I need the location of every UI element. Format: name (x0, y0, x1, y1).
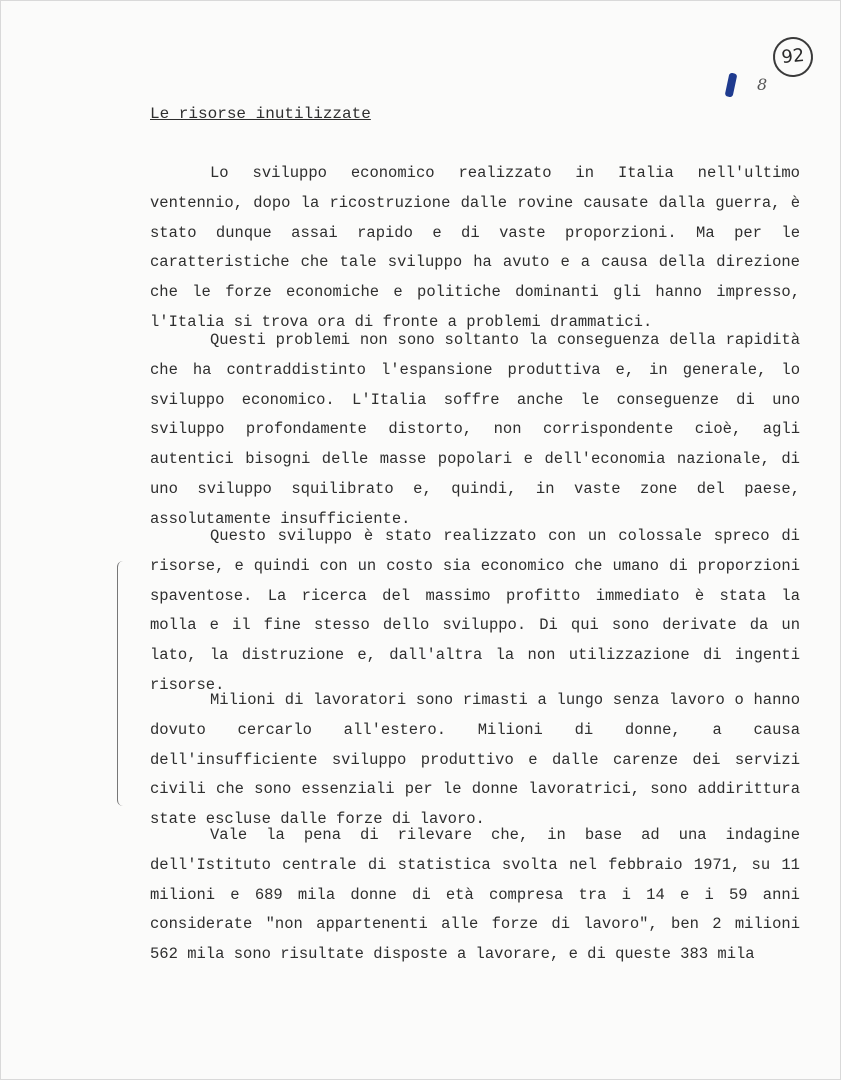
margin-bracket-mark (117, 561, 128, 806)
section-title: Le risorse inutilizzate (150, 105, 371, 123)
pencil-annotation: 8 (757, 75, 768, 94)
paragraph: Questi problemi non sono soltanto la conseguenza della rapidità che ha contraddistinto l'espansione produttiva e, in generale, lo sviluppo economico. L'Italia soffre anche le conseguenze di uno sviluppo profondamente distorto, non corrispondente cioè, agli autentici bisogni delle masse popolari e dell'economia nazionale, di uno sviluppo squilibrato e, quindi, in vaste zone del paese, assolutamente insufficiente. (150, 331, 800, 528)
paragraph: Questo sviluppo è stato realizzato con un colossale spreco di risorse, e quindi con un costo sia economico che umano di proporzioni spaventose. La ricerca del massimo profitto immediato è stata la molla e il fine stesso dello sviluppo. Di qui sono derivate da un lato, la distruzione e, dall'altra la non utilizzazione di ingenti risorse. (150, 527, 800, 694)
ink-mark (725, 72, 738, 97)
paragraph: Milioni di lavoratori sono rimasti a lungo senza lavoro o hanno dovuto cercarlo all'estero. Milioni di donne, a causa dell'insufficiente sviluppo produttivo e dalle carenze dei servizi civili che sono essenziali per le donne lavoratrici, sono addirittura state escluse dalle forze di lavoro. (150, 691, 800, 829)
circled-page-number: 92 (771, 35, 815, 79)
paragraph: Vale la pena di rilevare che, in base ad una indagine dell'Istituto centrale di statistica svolta nel febbraio 1971, su 11 milioni e 689 mila donne di età compresa tra i 14 e i 59 anni considerate "non appartenenti alle forze di lavoro", ben 2 milioni 562 mila sono risultate disposte a lavorare, e di queste 383 mila (150, 826, 800, 964)
paragraph: Lo sviluppo economico realizzato in Italia nell'ultimo ventennio, dopo la ricostruzione dalle rovine causate dalla guerra, è stato dunque assai rapido e di vaste proporzioni. Ma per le caratteristiche che tale sviluppo ha avuto e a causa della direzione che le forze economiche e politiche dominanti gli hanno impresso, l'Italia si trova ora di fronte a problemi drammatici. (150, 164, 800, 331)
